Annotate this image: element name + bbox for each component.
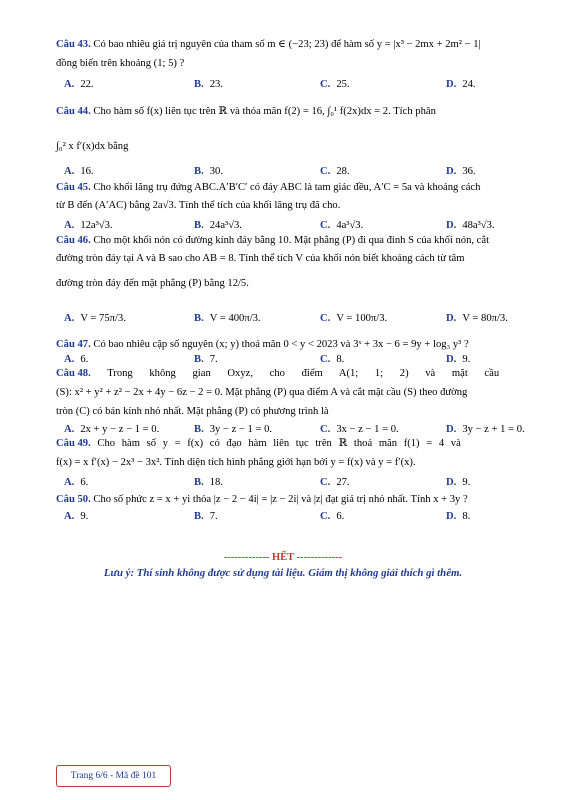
answer-options: [56, 353, 538, 366]
option-text: 6.: [336, 511, 345, 522]
option-label: D.: [446, 220, 457, 231]
option-text: 36.: [462, 166, 476, 177]
question-text: tròn (C) có bán kính nhỏ nhất. Mặt phẳng (P) có phương trình là: [56, 406, 329, 418]
option-label: B.: [194, 354, 204, 365]
option-label: A.: [64, 166, 75, 177]
question-number: Câu 44.: [56, 106, 91, 117]
question-50: [56, 493, 538, 527]
question-text: Có bao nhiêu giá trị nguyên của tham số m ∈ (−23; 23) để hàm số y = |x³ − 2mx + 2m² − 1|: [93, 39, 481, 50]
option-text: 8.: [462, 511, 471, 522]
option-label: A.: [64, 477, 75, 488]
option-label: D.: [446, 424, 457, 435]
answer-options: [56, 165, 538, 178]
question-text: (S): x² + y² + z² − 2x + 4y − 6z − 2 = 0. Mặt phẳng (P) qua điểm A và cắt mặt cầu (S) theo đường: [56, 387, 468, 399]
question-text: đường tròn đáy đến mặt phẳng (P) bằng 12/5.: [56, 278, 249, 290]
question-number: Câu 50.: [56, 494, 91, 505]
option-label: A.: [64, 511, 75, 522]
question-text: từ B đến (A′AC) bằng 2a√3. Tính thể tích của khối lăng trụ đã cho.: [56, 200, 341, 212]
question-text: Cho khối lăng trụ đứng ABC.A′B′C′ có đáy ABC là tam giác đều, A′C = 5a và khoảng cách: [93, 182, 481, 193]
option-text: 25.: [336, 79, 350, 90]
option-text: 7.: [209, 511, 218, 522]
option-text: 28.: [336, 166, 350, 177]
option-label: A.: [64, 220, 75, 231]
option-label: D.: [446, 79, 457, 90]
option-label: C.: [320, 354, 331, 365]
question-number: Câu 46.: [56, 235, 91, 246]
option-text: 6.: [80, 354, 89, 365]
question-45: [56, 181, 538, 233]
question-number: Câu 49.: [56, 438, 91, 449]
option-label: D.: [446, 511, 457, 522]
option-text: 18.: [209, 477, 223, 488]
option-text: 9.: [462, 477, 471, 488]
option-label: B.: [194, 220, 204, 231]
answer-options: [56, 476, 538, 489]
option-label: B.: [194, 477, 204, 488]
option-text: 4a³√3.: [336, 220, 364, 231]
option-text: 23.: [209, 79, 223, 90]
option-label: C.: [320, 313, 331, 324]
question-47: [56, 338, 538, 368]
question-text: f(x) = x f′(x) − 2x³ − 3x². Tính diện tích hình phẳng giới hạn bởi y = f(x) và y = f′(x).: [56, 457, 416, 469]
option-label: A.: [64, 424, 75, 435]
option-label: C.: [320, 220, 331, 231]
option-text: 30.: [209, 166, 223, 177]
end-of-exam-mark: ------------- HẾT -------------: [223, 552, 343, 563]
answer-options: [56, 78, 538, 91]
option-text: 22.: [80, 79, 94, 90]
answer-options: [56, 312, 538, 325]
question-text: Có bao nhiêu cặp số nguyên (x; y) thoả mãn 0 < y < 2023 và 3ˣ + 3x − 6 = 9y + log₃ y³ ?: [93, 339, 469, 350]
option-text: V = 75π/3.: [80, 313, 126, 324]
option-label: B.: [194, 424, 204, 435]
option-text: V = 400π/3.: [209, 313, 261, 324]
option-label: A.: [64, 79, 75, 90]
question-text: Cho số phức z = x + yi thỏa |z − 2 − 4i| = |z − 2i| và |z| đạt giá trị nhỏ nhất. Tính x + 3y ?: [93, 494, 468, 505]
answer-options: [56, 423, 538, 436]
option-text: 3y − z + 1 = 0.: [462, 424, 525, 435]
option-text: 48a³√3.: [462, 220, 495, 231]
option-text: V = 100π/3.: [336, 313, 388, 324]
option-label: C.: [320, 477, 331, 488]
option-label: D.: [446, 477, 457, 488]
exam-note: Lưu ý: Thí sinh không được sử dụng tài liệu. Giám thị không giải thích gì thêm.: [103, 567, 463, 579]
answer-options: [56, 510, 538, 523]
option-text: V = 80π/3.: [462, 313, 508, 324]
option-label: C.: [320, 424, 331, 435]
option-text: 9.: [462, 354, 471, 365]
question-44: [56, 101, 538, 179]
option-label: D.: [446, 313, 457, 324]
question-text: Trong không gian Oxyz, cho điểm A(1; 1; 2) và mặt cầu: [107, 368, 500, 379]
option-label: B.: [194, 511, 204, 522]
page-footer: Trang 6/6 - Mã đề 101: [56, 765, 171, 787]
option-text: 24.: [462, 79, 476, 90]
option-text: 3y − z − 1 = 0.: [209, 424, 273, 435]
question-text: đường tròn đáy tại A và B sao cho AB = 8. Tính thể tích V của khối nón biết khoảng cách từ tâm: [56, 253, 465, 265]
question-text: Cho một khối nón có đường kính đáy bằng 10. Mặt phẳng (P) đi qua đỉnh S của khối nón, cắt: [93, 235, 490, 246]
option-text: 7.: [209, 354, 218, 365]
question-43: [56, 38, 538, 96]
question-number: Câu 48.: [56, 368, 91, 379]
option-label: C.: [320, 79, 331, 90]
option-label: B.: [194, 166, 204, 177]
question-text: Cho hàm số f(x) liên tục trên ℝ và thỏa mãn f(2) = 16, ∫₀¹ f(2x)dx = 2. Tích phân: [93, 106, 436, 117]
option-label: C.: [320, 166, 331, 177]
option-text: 6.: [80, 477, 89, 488]
option-text: 24a³√3.: [209, 220, 242, 231]
option-label: D.: [446, 354, 457, 365]
question-number: Câu 45.: [56, 182, 91, 193]
option-label: B.: [194, 79, 204, 90]
question-49: [56, 437, 538, 489]
option-text: 16.: [80, 166, 94, 177]
question-text: ∫₀² x f′(x)dx bằng: [56, 141, 129, 153]
option-text: 3x − z − 1 = 0.: [336, 424, 399, 435]
question-46: [56, 234, 538, 338]
option-text: 9.: [80, 511, 89, 522]
question-number: Câu 47.: [56, 339, 91, 350]
option-text: 12a³√3.: [80, 220, 113, 231]
option-label: A.: [64, 313, 75, 324]
option-label: C.: [320, 511, 331, 522]
question-text: Cho hàm số y = f(x) có đạo hàm liên tục trên ℝ thoả mãn f(1) = 4 và: [97, 438, 461, 449]
answer-options: [56, 219, 538, 232]
option-label: D.: [446, 166, 457, 177]
option-text: 8.: [336, 354, 345, 365]
question-48: [56, 367, 538, 437]
option-label: B.: [194, 313, 204, 324]
question-text: đồng biến trên khoảng (1; 5) ?: [56, 58, 185, 70]
question-number: Câu 43.: [56, 39, 91, 50]
option-label: A.: [64, 354, 75, 365]
option-text: 2x + y − z − 1 = 0.: [80, 424, 160, 435]
option-text: 27.: [336, 477, 350, 488]
